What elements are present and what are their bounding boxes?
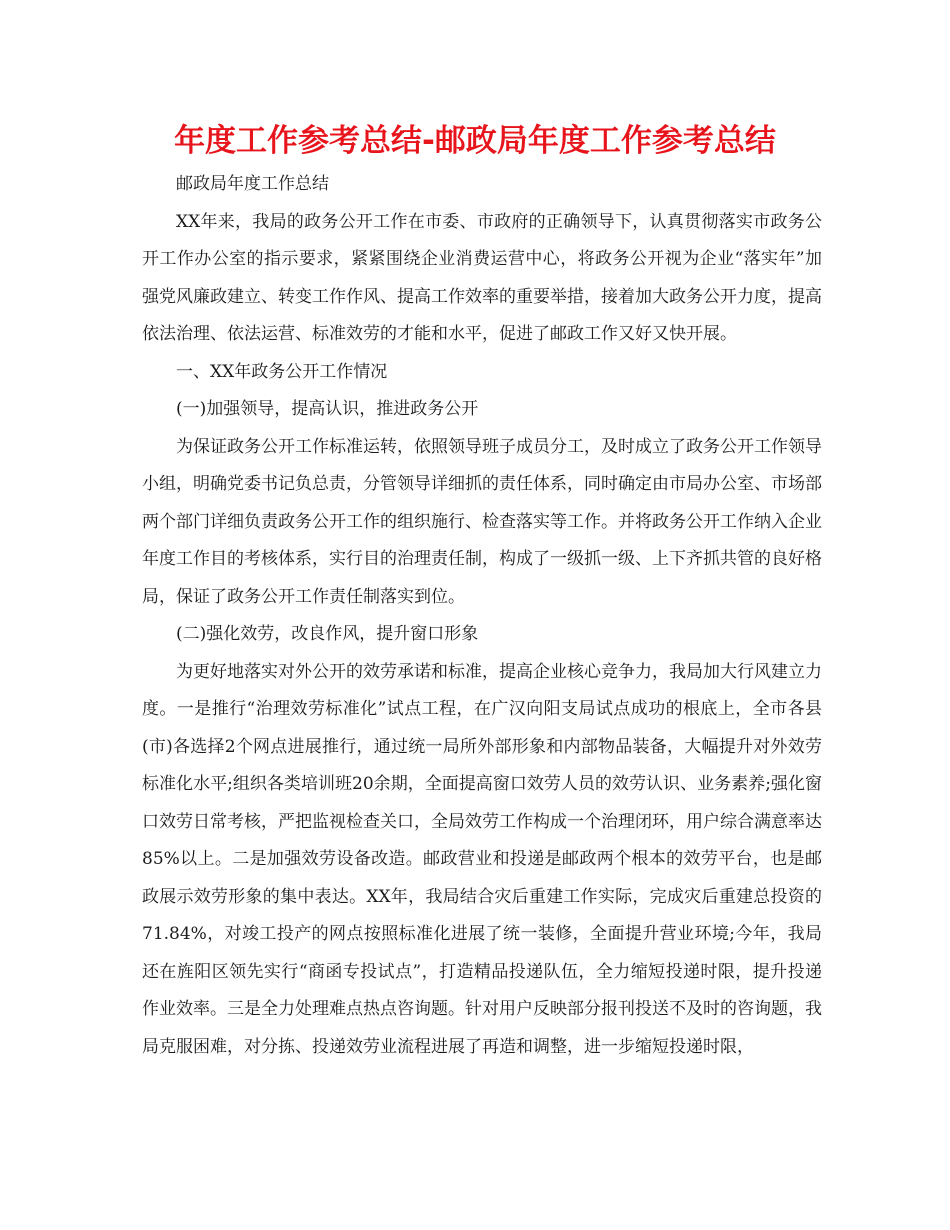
section-heading-1: 一、XX年政务公开工作情况	[176, 361, 388, 382]
subsection-heading-2: (二)强化效劳，改良作风，提升窗口形象	[176, 624, 479, 644]
body-paragraph-2: 为更好地落实对外公开的效劳承诺和标准，提高企业核心竞争力，我局加大行风建立力度。一是推行“治理效劳标准化”试点工程，在广汉向阳支局试点成功的根底上，全市各县(市)各选择2个网点进展推行，通过统一局所外部形象和内部物品装备，大幅提升对外效劳标准化水平;组织各类培训班20余期，全面提高窗口效劳人员的效劳认识、业务素养;强化窗口效劳日常考核，严把监视检查关口，全局效劳工作构成一个治理闭环，用户综合满意率达85%以上。二是加强效劳设备改造。邮政营业和投递是邮政两个根本的效劳平台，也是邮政展示效劳形象的集中表达。XX年，我局结合灾后重建工作实际，完成灾后重建总投资的71.84%，对竣工投产的网点按照标准化进展了统一装修，全面提升营业环境;今年，我局还在旌阳区领先实行“商函专投试点”，打造精品投递队伍，全力缩短投递时限，提升投递作业效率。三是全力处理难点热点咨询题。针对用户反映部分报刊投送不及时的咨询题，我局克服困难，对分拣、投递效劳业流程进展了再造和调整，进一步缩短投递时限，	[142, 661, 822, 1057]
body-paragraph-1: 为保证政务公开工作标准运转，依照领导班子成员分工，及时成立了政务公开工作领导小组，明确党委书记负总责，分管领导详细抓的责任体系，同时确定由市局办公室、市场部两个部门详细负责政务公开工作的组织施行、检查落实等工作。并将政务公开工作纳入企业年度工作目的考核体系，实行目的治理责任制，构成了一级抓一级、上下齐抓共管的良好格局，保证了政务公开工作责任制落实到位。	[142, 436, 822, 607]
intro-paragraph: XX年来，我局的政务公开工作在市委、市政府的正确领导下，认真贯彻落实市政务公开工作办公室的指示要求，紧紧围绕企业消费运营中心，将政务公开视为企业“落实年”加强党风廉政建立、转变工作作风、提高工作效率的重要举措，接着加大政务公开力度，提高依法治理、依法运营、标准效劳的才能和水平，促进了邮政工作又好又快开展。	[142, 211, 822, 344]
document-body	[142, 166, 822, 1066]
subtitle-paragraph: 邮政局年度工作总结	[176, 174, 329, 194]
subsection-heading-1: (一)加强领导，提高认识，推进政务公开	[176, 399, 479, 419]
document-title: 年度工作参考总结-邮政局年度工作参考总结	[174, 123, 776, 159]
